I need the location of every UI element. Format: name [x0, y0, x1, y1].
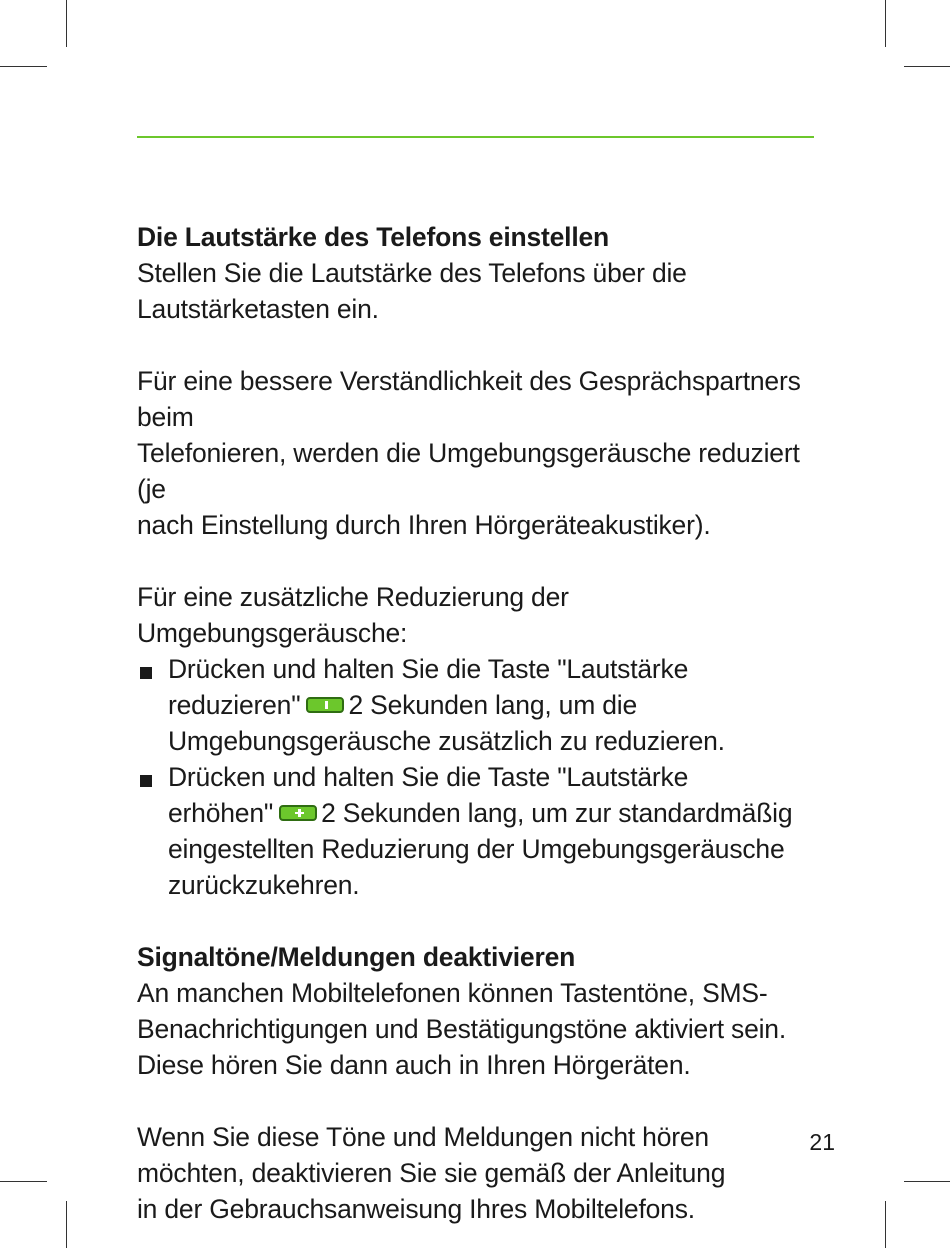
volume-down-key-icon — [306, 697, 344, 713]
text-line: nach Einstellung durch Ihren Hörgeräteakustiker). — [137, 510, 711, 540]
section-heading-volume: Die Lautstärke des Telefons einstellen — [137, 222, 610, 252]
volume-up-key-icon — [279, 805, 317, 821]
text-line: eingestellten Reduzierung der Umgebungsgeräusche — [168, 834, 785, 864]
paragraph-gap — [137, 543, 827, 579]
text-line: Für eine bessere Verständlichkeit des Gesprächspartners beim — [137, 366, 801, 432]
header-accent-rule — [137, 136, 814, 138]
paragraph-gap — [137, 327, 827, 363]
text-line: Wenn Sie diese Töne und Meldungen nicht hören — [137, 1122, 709, 1152]
crop-mark-top-left-horizontal — [0, 66, 47, 67]
text-line: in der Gebrauchsanweisung Ihres Mobiltelefons. — [137, 1194, 695, 1224]
text-line: Umgebungsgeräusche zusätzlich zu reduzieren. — [168, 726, 725, 756]
list-item-reduce — [137, 651, 827, 759]
text-fragment: reduzieren" — [168, 690, 301, 720]
text-line-with-icon — [168, 795, 827, 831]
crop-mark-top-left-vertical — [66, 0, 67, 47]
text-line: zurückzukehren. — [168, 870, 360, 900]
text-line: Stellen Sie die Lautstärke des Telefons über die — [137, 258, 687, 288]
list-item-increase — [137, 759, 827, 903]
paragraph-gap — [137, 1083, 827, 1119]
crop-mark-bottom-left-horizontal — [0, 1181, 47, 1182]
text-line: möchten, deaktivieren Sie sie gemäß der Anleitung — [137, 1158, 726, 1188]
text-fragment: erhöhen" — [168, 798, 274, 828]
text-line: Lautstärketasten ein. — [137, 294, 379, 324]
crop-mark-bottom-left-vertical — [66, 1201, 67, 1248]
text-fragment: 2 Sekunden lang, um zur standardmäßig — [321, 798, 793, 828]
instruction-list — [137, 651, 827, 903]
text-line: Drücken und halten Sie die Taste "Lautstärke — [168, 654, 689, 684]
text-line: Drücken und halten Sie die Taste "Lautstärke — [168, 762, 689, 792]
page-number: 21 — [809, 1129, 835, 1155]
text-line: Diese hören Sie dann auch in Ihren Hörgeräten. — [137, 1050, 691, 1080]
text-line: An manchen Mobiltelefonen können Tastentöne, SMS- — [137, 978, 768, 1008]
section-heading-signals: Signaltöne/Meldungen deaktivieren — [137, 942, 576, 972]
page-content — [137, 219, 827, 1227]
list-intro: Für eine zusätzliche Reduzierung der Umgebungsgeräusche: — [137, 582, 569, 648]
text-line: Telefonieren, werden die Umgebungsgeräusche reduziert (je — [137, 438, 800, 504]
text-line: Benachrichtigungen und Bestätigungstöne aktiviert sein. — [137, 1014, 786, 1044]
crop-mark-bottom-right-vertical — [885, 1201, 886, 1248]
crop-mark-top-right-vertical — [885, 0, 886, 47]
crop-mark-bottom-right-horizontal — [904, 1181, 950, 1182]
text-fragment: 2 Sekunden lang, um die — [348, 690, 638, 720]
text-line-with-icon — [168, 687, 827, 723]
paragraph-gap — [137, 903, 827, 939]
crop-mark-top-right-horizontal — [904, 66, 950, 67]
